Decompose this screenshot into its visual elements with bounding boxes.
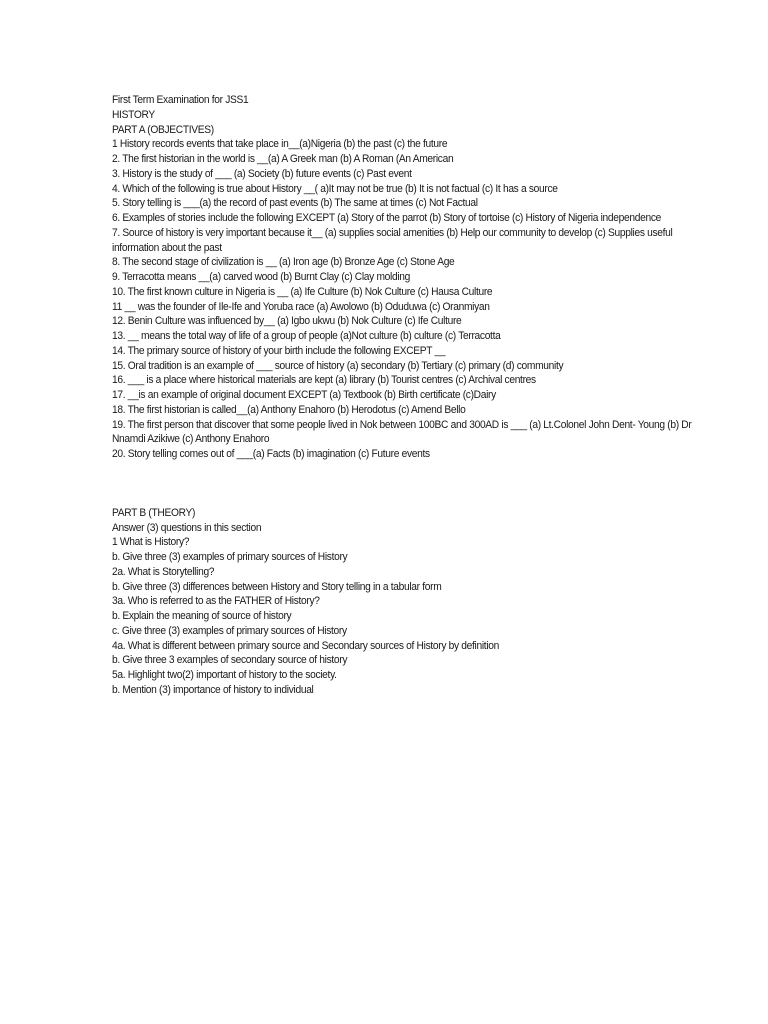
exam-document (112, 93, 715, 698)
section-spacer (112, 462, 715, 506)
subject-heading: HISTORY (112, 108, 155, 121)
theory-question: c. Give three (3) examples of primary sources of History (112, 624, 347, 637)
objective-question: 12. Benin Culture was influenced by__ (a) Igbo ukwu (b) Nok Culture (c) Ife Culture (112, 315, 462, 328)
objective-question: 8. The second stage of civilization is __ (a) Iron age (b) Bronze Age (c) Stone Age (112, 256, 455, 269)
part-b-heading: PART B (THEORY) (112, 506, 196, 519)
theory-question: 2a. What is Storytelling? (112, 565, 215, 578)
objective-question: 13. __ means the total way of life of a group of people (a)Not culture (b) culture (c) Terracotta (112, 330, 501, 342)
objective-question: 3. History is the study of ___ (a) Society (b) future events (c) Past event (112, 167, 412, 180)
theory-question: 5a. Highlight two(2) important of history to the society. (112, 669, 337, 681)
theory-question: b. Give three (3) examples of primary sources of History (112, 551, 348, 563)
theory-question: 4a. What is different between primary source and Secondary sources of History by definition (112, 639, 499, 652)
part-b-instruction: Answer (3) questions in this section (112, 521, 262, 534)
objective-question: 20. Story telling comes out of ___(a) Facts (b) imagination (c) Future events (112, 448, 430, 460)
theory-question: b. Give three 3 examples of secondary source of history (112, 654, 348, 667)
objective-question: 7. Source of history is very important because it__ (a) supplies social amenities (b) Help our community to develop (c) Supplies useful information about the past (112, 226, 673, 254)
objective-question: 16. ___ is a place where historical materials are kept (a) library (b) Tourist centres (c) Archival centres (112, 374, 536, 387)
objective-question: 10. The first known culture in Nigeria is __ (a) Ife Culture (b) Nok Culture (c) Hausa Culture (112, 285, 493, 298)
theory-question: 3a. Who is referred to as the FATHER of History? (112, 595, 320, 608)
part-a-heading: PART A (OBJECTIVES) (112, 123, 214, 136)
theory-question: 1 What is History? (112, 536, 190, 549)
objective-question: 14. The primary source of history of your birth include the following EXCEPT __ (112, 344, 446, 357)
objective-question: 6. Examples of stories include the following EXCEPT (a) Story of the parrot (b) Story of tortoise (c) History of Nigeria independence (112, 212, 662, 224)
objective-question: 19. The first person that discover that some people lived in Nok between 100BC and 300AD is ___ (a) Lt.Colonel John Dent- Young (b) Dr Nnamdi Azikiwe (c) Anthony Enahoro (112, 418, 692, 446)
objective-question: 4. Which of the following is true about History __( a)It may not be true (b) It is not factual (c) It has a source (112, 182, 558, 195)
objective-question: 1 History records events that take place in__(a)Nigeria (b) the past (c) the future (112, 138, 448, 151)
objective-question: 17. __is an example of original document EXCEPT (a) Textbook (b) Birth certificate (c)Dairy (112, 389, 496, 401)
objective-questions-list (112, 137, 715, 462)
objective-question: 15. Oral tradition is an example of ___ source of history (a) secondary (b) Tertiary (c) primary (d) community (112, 359, 564, 372)
theory-question: b. Give three (3) differences between History and Story telling in a tabular form (112, 580, 442, 593)
objective-question: 5. Story telling is ___(a) the record of past events (b) The same at times (c) Not Factual (112, 197, 478, 210)
objective-question: 18. The first historian is called__(a) Anthony Enahoro (b) Herodotus (c) Amend Bello (112, 403, 466, 416)
theory-question: b. Mention (3) importance of history to individual (112, 683, 314, 696)
objective-question: 11 __ was the founder of Ile-Ife and Yoruba race (a) Awolowo (b) Oduduwa (c) Oranmiyan (112, 300, 490, 313)
objective-question: 9. Terracotta means __(a) carved wood (b) Burnt Clay (c) Clay molding (112, 271, 411, 283)
exam-title: First Term Examination for JSS1 (112, 94, 249, 106)
theory-question: b. Explain the meaning of source of history (112, 610, 292, 622)
objective-question: 2. The first historian in the world is __(a) A Greek man (b) A Roman (An American (112, 153, 454, 165)
theory-questions-list (112, 535, 715, 697)
